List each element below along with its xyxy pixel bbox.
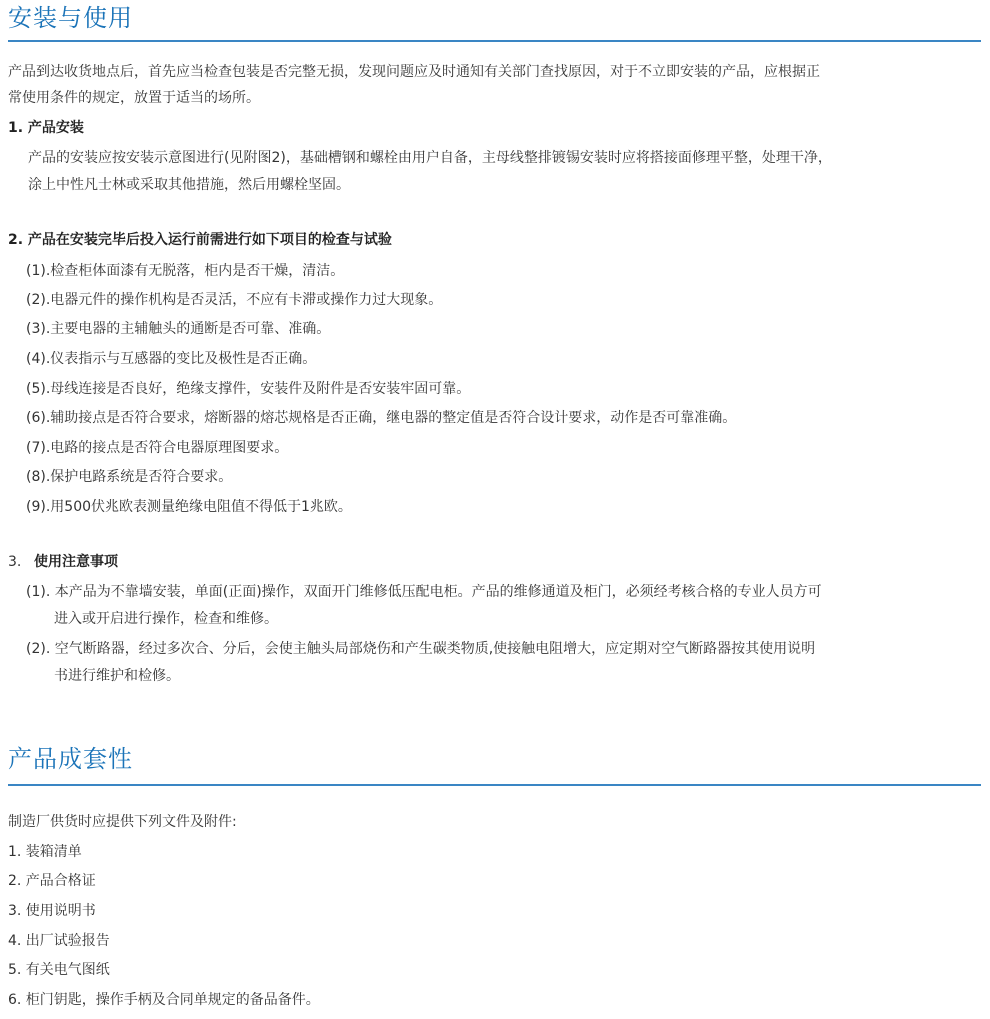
check-item: (4).仪表指示与互感器的变比及极性是否正确。 — [26, 351, 317, 367]
supply-list-item: 2. 产品合格证 — [8, 873, 96, 889]
check-item: (8).保护电路系统是否符合要求。 — [26, 469, 233, 485]
usage-note-2-line-1: (2). 空气断路器，经过多次合、分后，会使主触头局部烧伤和产生碳类物质,使接触电阻增大，应定期对空气断路器按其使用说明 — [26, 641, 816, 657]
supply-list-item: 5. 有关电气图纸 — [8, 962, 110, 978]
install-intro-line-2: 常使用条件的规定，放置于适当的场所。 — [8, 90, 260, 106]
install-section-rule — [8, 40, 981, 42]
install-section-title: 安装与使用 — [8, 4, 133, 32]
completeness-section-title: 产品成套性 — [8, 745, 133, 773]
check-item: (2).电器元件的操作机构是否灵活，不应有卡滞或操作力过大现象。 — [26, 292, 443, 308]
usage-notes-heading: 使用注意事项 — [34, 554, 118, 570]
check-item: (5).母线连接是否良好，绝缘支撑件，安装件及附件是否安装牢固可靠。 — [26, 381, 471, 397]
usage-note-1-line-2: 进入或开启进行操作，检查和维修。 — [54, 611, 278, 627]
usage-note-1-line-1: (1). 本产品为不靠墙安装，单面(正面)操作，双面开门维修低压配电柜。产品的维修通道及柜门，必须经考核合格的专业人员方可 — [26, 584, 822, 600]
usage-notes-number: 3. — [8, 554, 22, 570]
supply-list-item: 1. 装箱清单 — [8, 844, 82, 860]
check-item: (9).用500伏兆欧表测量绝缘电阻值不得低于1兆欧。 — [26, 499, 352, 515]
pre-operation-check-heading: 2. 产品在安装完毕后投入运行前需进行如下项目的检查与试验 — [8, 232, 392, 248]
usage-note-2-line-2: 书进行维护和检修。 — [54, 668, 180, 684]
check-item: (3).主要电器的主辅触头的通断是否可靠、准确。 — [26, 321, 331, 337]
supply-list-item: 4. 出厂试验报告 — [8, 933, 110, 949]
product-install-text-line-2: 涂上中性凡士林或采取其他措施，然后用螺栓坚固。 — [28, 177, 350, 193]
check-item: (7).电路的接点是否符合电器原理图要求。 — [26, 440, 289, 456]
check-item: (1).检查柜体面漆有无脱落，柜内是否干燥，清洁。 — [26, 263, 345, 279]
install-intro-line-1: 产品到达收货地点后，首先应当检查包装是否完整无损，发现问题应及时通知有关部门查找原因，对于不立即安装的产品，应根据正 — [8, 64, 820, 80]
check-item: (6).辅助接点是否符合要求，熔断器的熔芯规格是否正确，继电器的整定值是否符合设计要求，动作是否可靠准确。 — [26, 410, 737, 426]
supply-list-item: 6. 柜门钥匙，操作手柄及合同单规定的备品备件。 — [8, 992, 320, 1008]
supply-list-item: 3. 使用说明书 — [8, 903, 96, 919]
product-install-heading: 1. 产品安装 — [8, 120, 84, 136]
product-install-text-line-1: 产品的安装应按安装示意图进行(见附图2)，基础槽钢和螺栓由用户自备，主母线整排镀锡安装时应将搭接面修理平整，处理干净， — [28, 150, 832, 166]
completeness-section-rule — [8, 784, 981, 786]
completeness-intro: 制造厂供货时应提供下列文件及附件: — [8, 814, 237, 830]
